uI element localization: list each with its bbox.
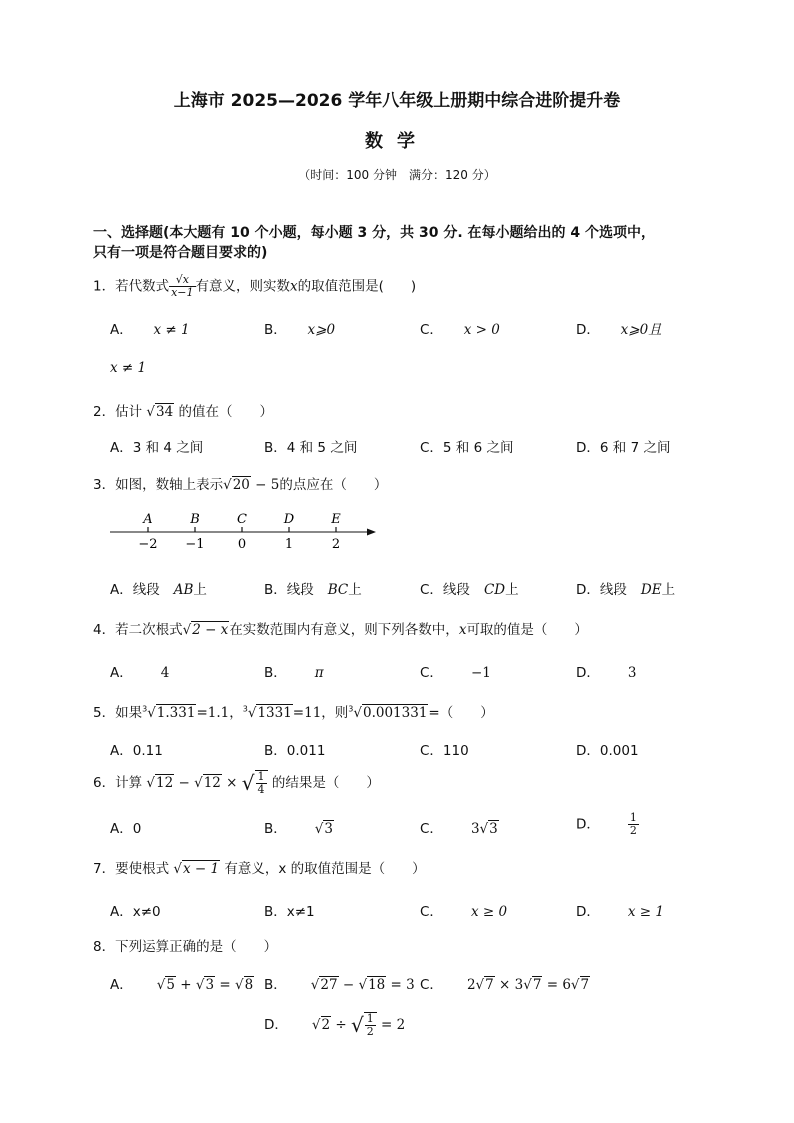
q3-option-a: A．线段 AB上: [110, 582, 207, 598]
q8-option-a: A． √5 + √3 = √8: [110, 977, 254, 993]
q6-d-fraction: $\frac{1}{2}$: [629, 811, 637, 837]
axis-number-label: 1: [284, 537, 294, 552]
question-5: 5．如果$^3$√1.331=1.1，$^3$√1331=11，则$^3$√0.001331=（ ）: [93, 704, 494, 721]
exam-info: （时间：100 分钟 满分：120 分）: [298, 168, 496, 182]
q4-option-c: C． −1: [420, 665, 491, 681]
q8-option-c: C． 2√7 × 3√7 = 6√7: [420, 977, 590, 993]
axis-number-label: 2: [331, 537, 341, 552]
q1-option-b: B． x⩾0: [264, 322, 336, 338]
question-7: 7．要使根式 √x − 1 有意义，x 的取值范围是（ ）: [93, 861, 426, 877]
question-6: 6．计算 √12 − √12 × √ $\frac{1}{4}$ 的结果是（ ）: [93, 770, 380, 796]
axis-number-label: −1: [185, 537, 205, 552]
q3-option-d: D．线段 DE上: [576, 582, 676, 598]
paper-title: 上海市 2025—2026 学年八年级上册期中综合进阶提升卷: [173, 91, 621, 111]
q7-option-a: A．x≠0: [110, 904, 161, 920]
q8-option-b: B． √27 − √18 = 3: [264, 977, 415, 993]
question-4: 4．若二次根式√2 − x在实数范围内有意义，则下列各数中，x可取的值是（ ）: [93, 622, 588, 638]
axis-point-letter: E: [331, 512, 341, 527]
axis-number-label: 0: [237, 537, 247, 552]
q4-option-b: B． π: [264, 665, 324, 681]
q7-option-c: C． x ≥ 0: [420, 904, 508, 920]
q1-option-d-cont: x ≠ 1: [110, 360, 147, 376]
q7-option-d: D． x ≥ 1: [576, 904, 665, 920]
q4-option-d: D． 3: [576, 665, 637, 681]
q6-option-c: C． 3√3: [420, 821, 498, 837]
section-heading-line2: 只有一项是符合题目要求的): [93, 245, 268, 261]
q2-option-c: C．5 和 6 之间: [420, 440, 514, 456]
q1-option-a: A． x ≠ 1: [110, 322, 190, 338]
axis-arrow-icon: [367, 529, 376, 536]
q6-option-b: B． √3: [264, 821, 333, 837]
axis-point-letter: D: [283, 512, 295, 527]
question-1: 1．若代数式 $\frac{√x}{x-1}$ 有意义，则实数x的取值范围是( ): [93, 273, 417, 299]
axis-point-letter: C: [237, 512, 247, 527]
question-8: 8．下列运算正确的是（ ）: [93, 939, 278, 955]
q4-option-a: A． 4: [110, 665, 170, 681]
q5-option-c: C．110: [420, 743, 469, 759]
question-3: 3．如图，数轴上表示√20 − 5的点应在（ ）: [93, 477, 388, 493]
q7-option-b: B．x≠1: [264, 904, 315, 920]
q2-option-a: A．3 和 4 之间: [110, 440, 204, 456]
q2-option-b: B．4 和 5 之间: [264, 440, 358, 456]
subject-title: 数学: [365, 131, 429, 152]
q5-option-b: B．0.011: [264, 743, 326, 759]
axis-point-letter: B: [190, 512, 200, 527]
q1-fraction: $\frac{√x}{x-1}$: [171, 273, 194, 299]
question-2: 2．估计 √34 的值在（ ）: [93, 404, 273, 420]
q3-option-c: C．线段 CD上: [420, 582, 519, 598]
q8-option-d: D． √2 ÷ √ $\frac{1}{2}$ = 2: [264, 1012, 406, 1038]
q1-option-d: D． x⩾0且: [576, 322, 662, 338]
q8-d-fraction: $\frac{1}{2}$: [364, 1012, 377, 1038]
q5-option-d: D．0.001: [576, 743, 639, 759]
q5-option-a: A．0.11: [110, 743, 163, 759]
q6-fraction: $\frac{1}{4}$: [255, 770, 268, 796]
q6-option-a: A．0: [110, 821, 142, 837]
q3-option-b: B．线段 BC上: [264, 582, 362, 598]
number-line-figure: [108, 508, 382, 554]
q1-option-c: C． x > 0: [420, 322, 500, 338]
q6-option-d: D． $\frac{1}{2}$: [576, 811, 637, 837]
q2-option-d: D．6 和 7 之间: [576, 440, 671, 456]
axis-point-letter: A: [143, 512, 153, 527]
section-heading-line1: 一、选择题(本大题有 10 个小题，每小题 3 分，共 30 分. 在每小题给出的 4 个选项中，: [93, 225, 656, 241]
axis-number-label: −2: [138, 537, 158, 552]
